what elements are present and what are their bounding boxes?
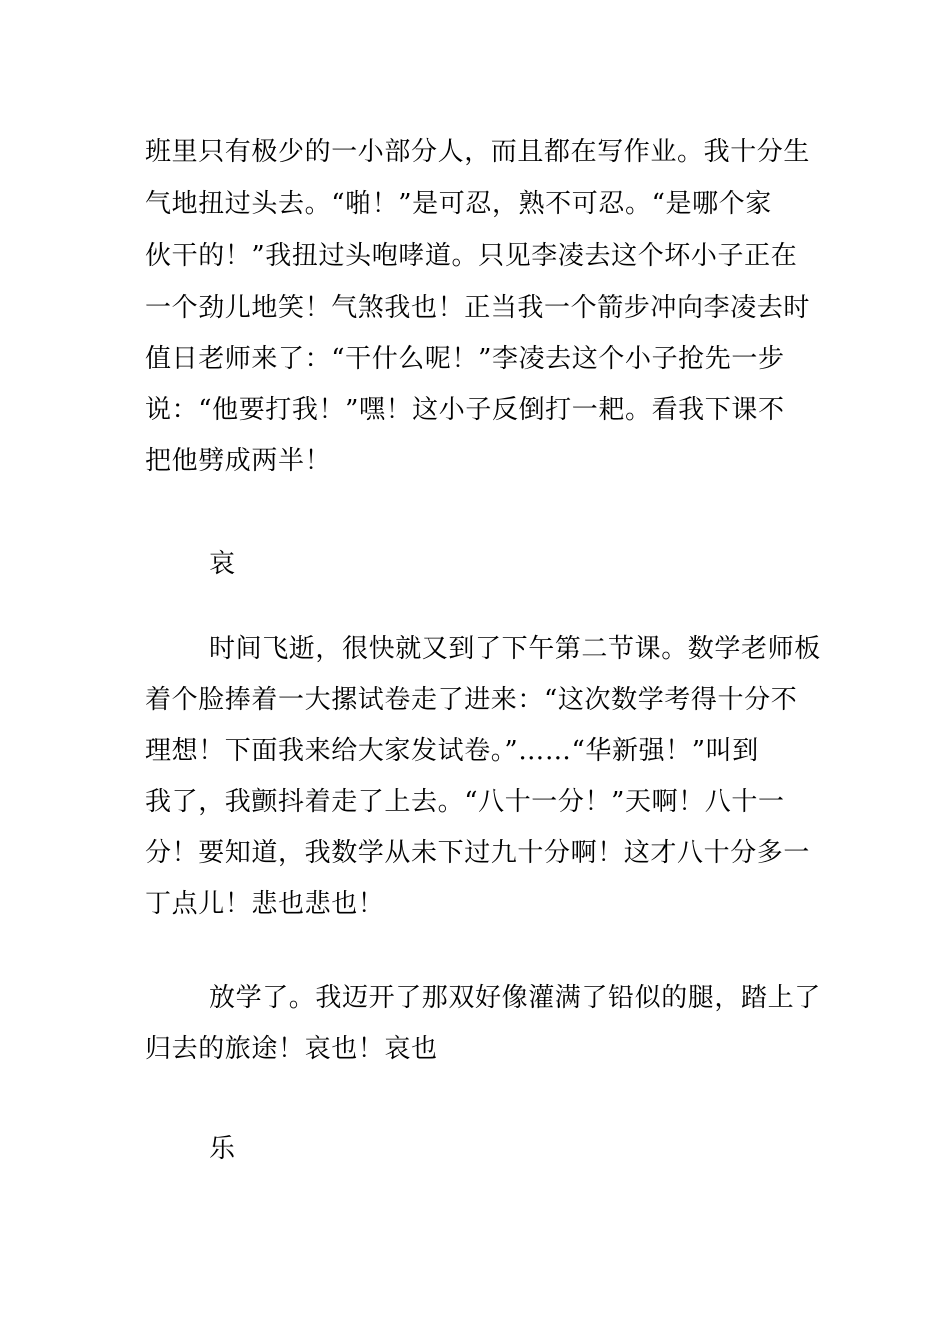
paragraph-line: 伙干的！”我扭过头咆哮道。只见李凌去这个坏小子正在 xyxy=(145,241,798,271)
paragraph-line: 把他劈成两半！ xyxy=(145,446,332,476)
paragraph-line: 我了，我颤抖着走了上去。“八十一分！”天啊！八十一 xyxy=(145,787,785,817)
paragraph-line: 一个劲儿地笑！气煞我也！正当我一个箭步冲向李凌去时 xyxy=(145,293,811,323)
paragraph-line: 值日老师来了：“干什么呢！”李凌去这个小子抢先一步 xyxy=(145,344,785,374)
paragraph-line: 归去的旅途！哀也！哀也 xyxy=(145,1034,438,1064)
paragraph-line: 放学了。我迈开了那双好像灌满了铅似的腿，踏上了 xyxy=(209,983,821,1013)
paragraph-line: 班里只有极少的一小部分人，而且都在写作业。我十分生 xyxy=(145,137,811,167)
paragraph-line: 说：“他要打我！”嘿！这小子反倒打一耙。看我下课不 xyxy=(145,395,785,425)
paragraph-line: 着个脸捧着一大摞试卷走了进来：“这次数学考得十分不 xyxy=(145,685,798,715)
paragraph-line: 分！要知道，我数学从未下过九十分啊！这才八十分多一 xyxy=(145,838,811,868)
paragraph-line: 丁点儿！悲也悲也！ xyxy=(145,889,385,919)
paragraph-line: 气地扭过头去。“啪！”是可忍，熟不可忍。“是哪个家 xyxy=(145,189,772,219)
paragraph-line: 时间飞逝，很快就又到了下午第二节课。数学老师板 xyxy=(209,634,821,664)
paragraph-line: 理想！下面我来给大家发试卷。”……“华新强！”叫到 xyxy=(145,736,759,766)
section-heading-ai: 哀 xyxy=(209,549,236,579)
section-heading-le: 乐 xyxy=(209,1134,236,1164)
